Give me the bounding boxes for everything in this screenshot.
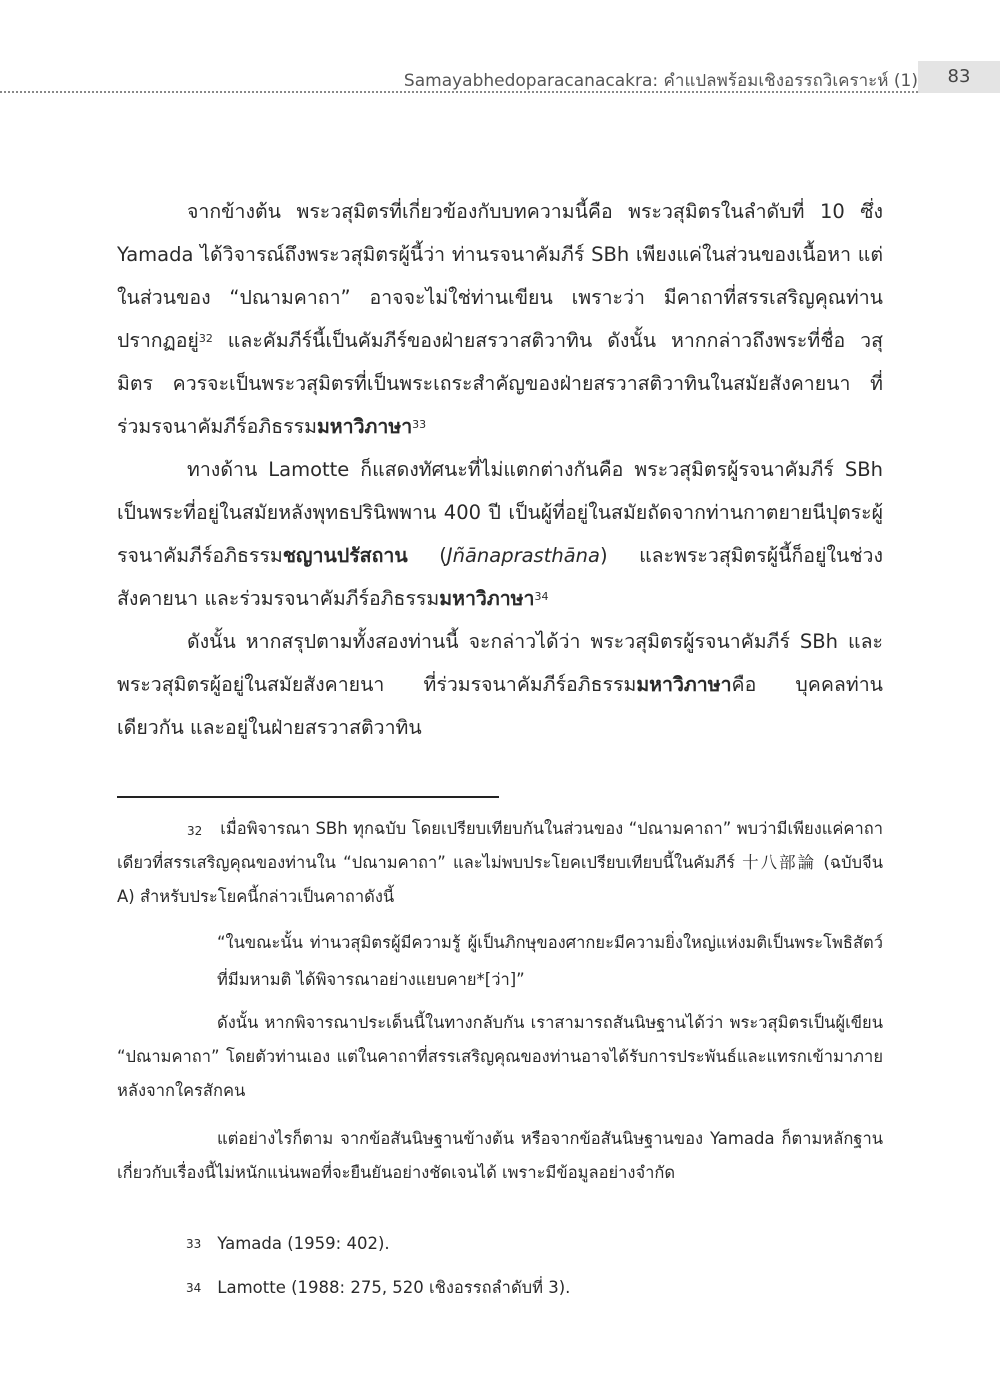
body-paragraph-1 (117, 190, 883, 448)
footnote-33-text: Yamada (1959: 402). (217, 1234, 390, 1253)
footnote-ref-33: 33 (412, 418, 427, 431)
footnote-32-quote: “ในขณะนั้น ท่านวสุมิตรผู้มีความรู้ ผู้เป็นภิกษุของศากยะมีความยิ่งใหญ่แห่งมติเป็นพระโพธิสัตว์ที่มีมหามติ ได้พิจารณาอย่างแยบคาย*[ว่า]” (217, 933, 883, 989)
footnote-34-text: Lamotte (1988: 275, 520 เชิงอรรถลำดับที่ 3). (217, 1278, 571, 1297)
p1-text-b: และคัมภีร์นี้เป็นคัมภีร์ของฝ่ายสรวาสติวาทิน ดังนั้น หากกล่าวถึงพระที่ชื่อ วสุมิตร ควรจะเป็นพระวสุมิตรที่เป็นพระเถระสำคัญของฝ่ายสรวาสติวาทินในสมัยสังคายนา ที่ร่วมรจนาคัมภีร์อภิธรรม (117, 329, 883, 438)
p2-text-a: ทางด้าน Lamotte ก็แสดงทัศนะที่ไม่แตกต่างกันคือ พระวสุมิตรผู้รจนาคัมภีร์ SBh เป็นพระที่อยู่ในสมัยหลังพุทธปรินิพพาน 400 ปี เป็นผู้ที่อยู่ในสมัยถัดจากท่านกาตยายนีปุตระผู้รจนาคัมภีร์อภิธรรม (117, 458, 883, 567)
p3-bold-term: มหาวิภาษา (636, 673, 732, 696)
running-header-title: Samayabhedoparacanacakra: คำแปลพร้อมเชิงอรรถวิเคราะห์ (1) (403, 71, 918, 91)
footnote-33 (186, 1232, 390, 1256)
footnote-34 (186, 1276, 570, 1300)
footnote-32 (117, 812, 883, 1190)
footnote-32-paragraph-b: แต่อย่างไรก็ตาม จากข้อสันนิษฐานข้างต้น หรือจากข้อสันนิษฐานของ Yamada ก็ตามหลักฐานเกี่ยวกับเรื่องนี้ไม่หนักแน่นพอที่จะยืนยันอย่างชัดเจนได้ เพราะมีข้อมูลอย่างจำกัด (117, 1129, 883, 1182)
body-paragraph-3 (117, 620, 883, 749)
header-dotted-rule (0, 91, 918, 93)
body-paragraph-2 (117, 448, 883, 620)
footnote-32-paragraph-a: ดังนั้น หากพิจารณาประเด็นนี้ในทางกลับกัน เราสามารถสันนิษฐานได้ว่า พระวสุมิตรเป็นผู้เขียน “ปณามคาถา” โดยตัวท่านเอง แต่ในคาถาที่สรรเสริญคุณของท่านอาจได้รับการประพันธ์และแทรกเข้ามาภายหลังจากใครสักคน (117, 1013, 883, 1100)
footnote-ref-32: 32 (198, 332, 213, 345)
p3-text-b: คือ บุคคลท่านเดียวกัน และอยู่ในฝ่ายสรวาสติวาทิน (117, 673, 883, 739)
footnote-33-number: 33 (186, 1237, 202, 1251)
footnote-separator (117, 796, 499, 798)
footnote-ref-34: 34 (534, 590, 549, 603)
main-body (117, 190, 883, 749)
footnote-34-number: 34 (186, 1281, 202, 1295)
p3-text-a: ดังนั้น หากสรุปตามทั้งสองท่านนี้ จะกล่าวได้ว่า พระวสุมิตรผู้รจนาคัมภีร์ SBh และพระวสุมิตรผู้อยู่ในสมัยสังคายนา ที่ร่วมรจนาคัมภีร์อภิธรรม (117, 630, 883, 696)
p1-bold-term: มหาวิภาษา (316, 415, 413, 438)
p2-bold-term-a: ชญานปรัสถาน (282, 544, 408, 567)
p2-italic-term: Jñānaprasthāna (446, 544, 600, 567)
p2-text-c: ) และพระวสุมิตรผู้นี้ก็อยู่ในช่วงสังคายนา และร่วมรจนาคัมภีร์อภิธรรม (117, 544, 884, 610)
footnote-32-body: เมื่อพิจารณา SBh ทุกฉบับ โดยเปรียบเทียบกันในส่วนของ “ปณามคาถา” พบว่ามีเพียงแค่คาถาเดียวที่สรรเสริญคุณของท่านใน “ปณามคาถา” และไม่พบประโยคเปรียบเทียบนี้ในคัมภีร์ 十八部論 (ฉบับจีน A) สำหรับประโยคนี้กล่าวเป็นคาถาดังนี้ (117, 819, 883, 906)
footnote-32-text (117, 812, 883, 914)
p2-bold-term-b: มหาวิภาษา (439, 587, 535, 610)
page-number: 83 (918, 61, 1000, 93)
p2-text-b: ( (407, 544, 447, 567)
p1-text-a: จากข้างต้น พระวสุมิตรที่เกี่ยวข้องกับบทความนี้คือ พระวสุมิตรในลำดับที่ 10 ซึ่ง Yamada ได้วิจารณ์ถึงพระวสุมิตรผู้นี้ว่า ท่านรจนาคัมภีร์ SBh เพียงแค่ในส่วนของเนื้อหา แต่ในส่วนของ “ปณามคาถา” อาจจะไม่ใช่ท่านเขียน เพราะว่า มีคาถาที่สรรเสริญคุณท่านปรากฏอยู่ (117, 200, 883, 352)
footnote-32-number: 32 (187, 824, 203, 838)
